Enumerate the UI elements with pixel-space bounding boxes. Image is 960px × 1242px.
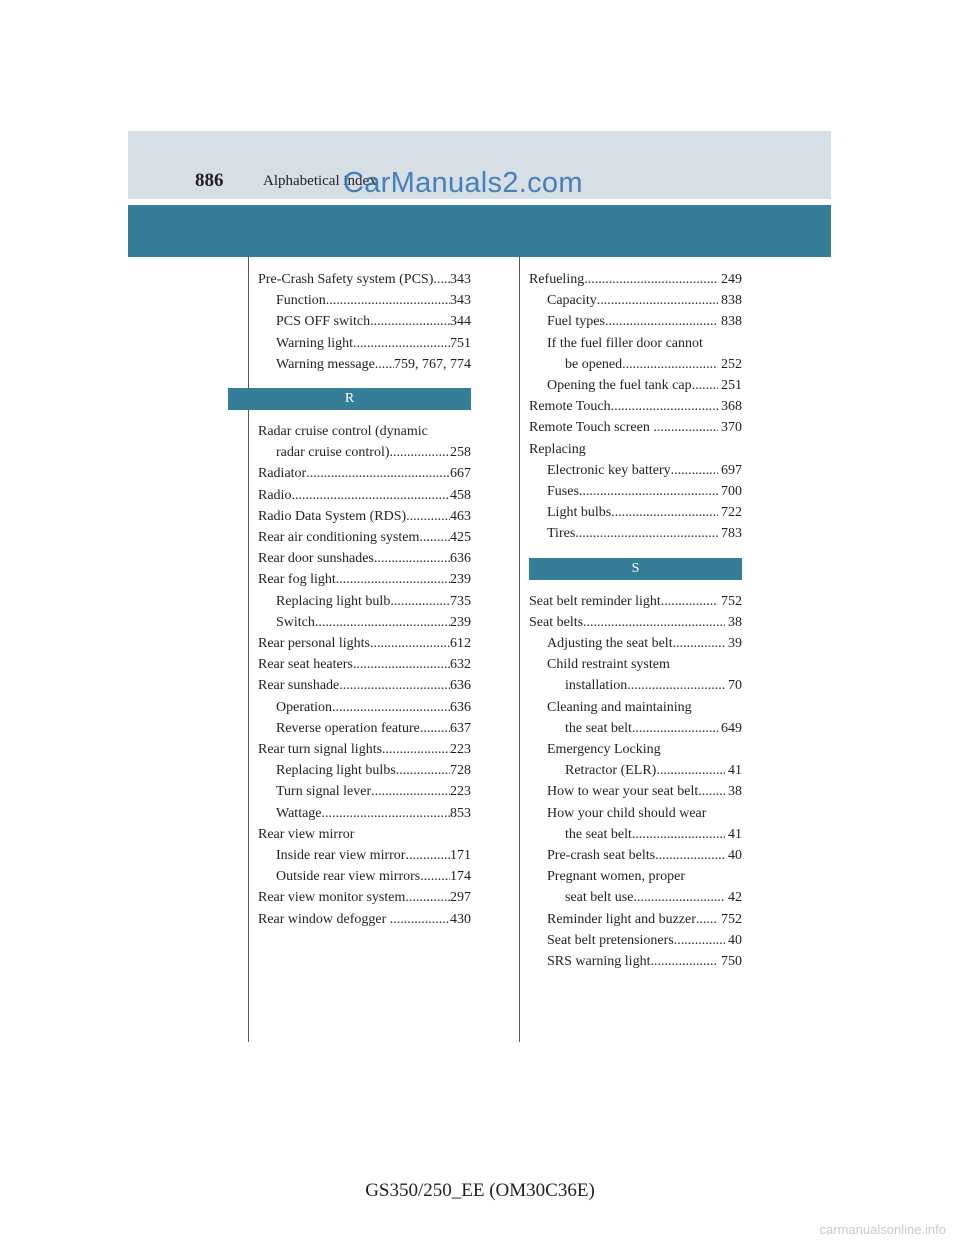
entry-label: Radiator: [258, 466, 307, 482]
index-heading: Rear view mirror: [258, 826, 355, 842]
index-entry: [529, 887, 742, 908]
entry-page: 700: [717, 484, 742, 500]
entry-label: Replacing light bulbs: [276, 763, 396, 779]
dot-leader: [370, 311, 450, 332]
index-entry: [529, 930, 742, 951]
entry-label: Remote Touch: [529, 399, 611, 415]
index-heading: Emergency Locking: [547, 742, 661, 758]
dot-leader: [653, 417, 717, 438]
entry-page: 343: [450, 272, 471, 287]
entry-label: Rear door sunshades: [258, 551, 374, 567]
entry-label: Tires: [547, 526, 576, 542]
dot-leader: [674, 930, 725, 951]
dot-leader: [332, 697, 450, 718]
dot-leader: [420, 866, 450, 887]
dot-leader: [633, 887, 724, 908]
entry-label: Warning light: [276, 335, 354, 351]
site-watermark: carmanualsonline.info: [819, 1222, 946, 1237]
dot-leader: [575, 523, 717, 544]
entry-page: 783: [717, 526, 742, 542]
dot-leader: [627, 675, 724, 696]
dot-leader: [692, 375, 718, 396]
entry-page: 722: [717, 505, 742, 521]
entry-page: 41: [724, 826, 742, 842]
entry-label: Rear personal lights: [258, 636, 370, 652]
entry-page: 239: [450, 572, 471, 588]
index-entry: [258, 333, 471, 354]
index-entry: [258, 718, 471, 739]
index-entry: [258, 354, 471, 375]
entry-label: Reverse operation feature: [276, 720, 420, 736]
dot-leader: [622, 354, 717, 375]
entry-label: Radio: [258, 487, 292, 503]
right-column-rule: [519, 257, 520, 1042]
entry-page: 637: [450, 720, 471, 736]
entry-label: Capacity: [547, 293, 597, 309]
dot-leader: [382, 739, 450, 760]
index-entry: [258, 506, 471, 527]
dot-leader: [696, 909, 718, 930]
entry-page: 223: [450, 784, 471, 800]
entry-label: the seat belt: [565, 826, 632, 842]
entry-label: Rear sunshade: [258, 678, 340, 694]
entry-page: 728: [450, 763, 471, 779]
index-entry: [529, 269, 742, 290]
entry-label: Seat belt reminder light: [529, 593, 661, 609]
dot-leader: [405, 845, 450, 866]
entry-label: Radio Data System (RDS): [258, 508, 407, 524]
index-entry: [258, 633, 471, 654]
entry-label: Fuses: [547, 484, 579, 500]
index-entry: [529, 502, 742, 523]
dot-leader: [671, 460, 718, 481]
index-entry: [529, 909, 742, 930]
dot-leader: [390, 591, 450, 612]
dot-leader: [371, 781, 450, 802]
index-letter-heading: R: [228, 388, 471, 410]
dot-leader: [605, 311, 718, 332]
index-heading: Cleaning and maintaining: [547, 699, 692, 715]
entry-page: 838: [717, 293, 742, 309]
dot-leader: [396, 760, 450, 781]
entry-label: installation: [565, 678, 628, 694]
entry-page: 40: [724, 932, 742, 948]
index-entry: [529, 375, 742, 396]
index-entry: [529, 354, 742, 375]
entry-label: be opened: [565, 356, 623, 372]
entry-label: Light bulbs: [547, 505, 612, 521]
dot-leader: [661, 591, 718, 612]
index-heading: Radar cruise control (dynamic: [258, 424, 428, 440]
entry-page: 297: [450, 890, 471, 906]
entry-page: 38: [724, 784, 742, 800]
dot-leader: [375, 354, 394, 375]
index-entry: [529, 760, 742, 781]
entry-page: 252: [717, 356, 742, 372]
index-entry: [529, 460, 742, 481]
index-entry: [529, 845, 742, 866]
index-entry: [529, 311, 742, 332]
entry-page: 838: [717, 314, 742, 330]
entry-label: Rear fog light: [258, 572, 336, 588]
entry-page: 38: [724, 614, 742, 630]
entry-page: 249: [717, 272, 742, 287]
entry-label: Electronic key battery: [547, 462, 671, 478]
entry-page: 171: [450, 848, 471, 864]
entry-page: 174: [450, 869, 471, 885]
entry-page: 343: [450, 293, 471, 309]
dot-leader: [579, 481, 718, 502]
entry-label: Switch: [276, 614, 315, 630]
index-entry: [529, 612, 742, 633]
entry-page: 667: [450, 466, 471, 482]
entry-label: Refueling: [529, 272, 585, 287]
index-entry: [258, 591, 471, 612]
entry-label: Opening the fuel tank cap: [547, 378, 692, 394]
entry-label: Adjusting the seat belt: [547, 636, 673, 652]
index-entry: [529, 396, 742, 417]
index-entry: [258, 781, 471, 802]
entry-page: 40: [724, 848, 742, 864]
index-entry: [529, 675, 742, 696]
index-entry: [258, 269, 471, 290]
index-entry: [258, 803, 471, 824]
index-entry: [258, 654, 471, 675]
dot-leader: [406, 506, 450, 527]
index-entry: [258, 739, 471, 760]
index-entry: [529, 633, 742, 654]
entry-label: Pre-Crash Safety system (PCS): [258, 272, 434, 287]
entry-page: 368: [717, 399, 742, 415]
entry-page: 759, 767, 774: [394, 356, 471, 372]
entry-label: Outside rear view mirrors: [276, 869, 421, 885]
index-entry: [258, 485, 471, 506]
entry-label: Operation: [276, 699, 332, 715]
entry-page: 636: [450, 551, 471, 567]
dot-leader: [673, 633, 725, 654]
index-entry: [258, 442, 471, 463]
entry-page: 636: [450, 678, 471, 694]
dot-leader: [353, 333, 450, 354]
dot-leader: [583, 612, 724, 633]
entry-label: Seat belts: [529, 614, 584, 630]
index-entry: [258, 675, 471, 696]
entry-page: 370: [717, 420, 742, 436]
entry-label: Rear view monitor system: [258, 890, 406, 906]
index-entry: [529, 290, 742, 311]
dot-leader: [632, 718, 718, 739]
entry-label: Rear turn signal lights: [258, 742, 383, 758]
entry-label: Wattage: [276, 805, 322, 821]
entry-page: 752: [717, 911, 742, 927]
section-title: Alphabetical index: [263, 173, 377, 189]
entry-label: the seat belt: [565, 720, 632, 736]
index-column-right: [529, 269, 742, 972]
entry-label: Remote Touch screen: [529, 420, 654, 436]
index-letter-heading: S: [529, 558, 742, 580]
dot-leader: [306, 463, 450, 484]
left-column-rule: [248, 257, 249, 1042]
dot-leader: [650, 951, 717, 972]
dot-leader: [390, 442, 451, 463]
entry-page: 39: [724, 636, 742, 652]
dot-leader: [611, 396, 718, 417]
entry-label: Rear air conditioning system: [258, 530, 420, 546]
entry-label: Retractor (ELR): [565, 763, 657, 779]
watermark-logo: CarManuals2.com: [343, 167, 583, 199]
entry-page: 697: [717, 462, 742, 478]
entry-page: 42: [724, 890, 742, 906]
entry-page: 853: [450, 805, 471, 821]
index-entry: [529, 417, 742, 438]
entry-label: Fuel types: [547, 314, 605, 330]
index-entry: [529, 481, 742, 502]
entry-label: Seat belt pretensioners: [547, 932, 674, 948]
dot-leader: [315, 612, 450, 633]
index-column-left: [258, 269, 471, 930]
header-bar: [128, 205, 831, 257]
dot-leader: [374, 548, 450, 569]
dot-leader: [370, 633, 450, 654]
dot-leader: [291, 485, 450, 506]
entry-page: 751: [450, 335, 471, 351]
entry-label: Replacing light bulb: [276, 593, 391, 609]
dot-leader: [420, 718, 450, 739]
entry-label: PCS OFF switch: [276, 314, 371, 330]
dot-leader: [419, 527, 450, 548]
entry-page: 223: [450, 742, 471, 758]
entry-page: 239: [450, 614, 471, 630]
index-entry: [258, 760, 471, 781]
entry-label: seat belt use: [565, 890, 634, 906]
index-heading: Child restraint system: [547, 657, 670, 673]
entry-page: 258: [450, 445, 471, 461]
entry-page: 750: [717, 954, 742, 970]
dot-leader: [632, 824, 725, 845]
dot-leader: [698, 781, 724, 802]
dot-leader: [405, 887, 450, 908]
page-number: 886: [195, 170, 224, 191]
entry-label: Rear window defogger: [258, 911, 390, 927]
dot-leader: [336, 569, 450, 590]
index-heading: Replacing: [529, 441, 586, 457]
dot-leader: [390, 909, 450, 930]
entry-page: 344: [450, 314, 471, 330]
index-entry: [258, 909, 471, 930]
entry-label: Pre-crash seat belts: [547, 848, 656, 864]
index-entry: [258, 845, 471, 866]
dot-leader: [433, 269, 450, 290]
entry-label: radar cruise control): [276, 445, 390, 461]
dot-leader: [326, 290, 450, 311]
entry-label: Reminder light and buzzer: [547, 911, 696, 927]
index-entry: [258, 290, 471, 311]
dot-leader: [597, 290, 718, 311]
entry-page: 752: [717, 593, 742, 609]
dot-leader: [339, 675, 450, 696]
index-entry: [258, 463, 471, 484]
index-entry: [258, 548, 471, 569]
dot-leader: [655, 845, 724, 866]
index-entry: [258, 569, 471, 590]
entry-page: 458: [450, 487, 471, 503]
index-entry: [529, 718, 742, 739]
entry-page: 41: [724, 763, 742, 779]
model-code: GS350/250_EE (OM30C36E): [365, 1180, 595, 1201]
entry-label: Inside rear view mirror: [276, 848, 406, 864]
entry-page: 251: [717, 378, 742, 394]
index-entry: [529, 824, 742, 845]
index-entry: [529, 591, 742, 612]
index-heading: Pregnant women, proper: [547, 869, 686, 885]
dot-leader: [322, 803, 450, 824]
dot-leader: [611, 502, 717, 523]
dot-leader: [656, 760, 724, 781]
index-entry: [258, 697, 471, 718]
entry-label: Warning message: [276, 356, 375, 372]
entry-page: 636: [450, 699, 471, 715]
entry-page: 463: [450, 508, 471, 524]
index-heading: How your child should wear: [547, 805, 707, 821]
index-entry: [258, 612, 471, 633]
index-entry: [258, 311, 471, 332]
entry-page: 612: [450, 636, 471, 652]
entry-label: Function: [276, 293, 326, 309]
entry-page: 70: [724, 678, 742, 694]
entry-page: 430: [450, 911, 471, 927]
entry-label: Turn signal lever: [276, 784, 372, 800]
entry-page: 632: [450, 657, 471, 673]
index-entry: [258, 866, 471, 887]
dot-leader: [584, 269, 717, 290]
entry-label: How to wear your seat belt: [547, 784, 699, 800]
index-entry: [529, 781, 742, 802]
index-entry: [258, 527, 471, 548]
index-entry: [529, 951, 742, 972]
entry-label: SRS warning light: [547, 954, 651, 970]
entry-page: 649: [717, 720, 742, 736]
index-heading: If the fuel filler door cannot: [547, 335, 703, 351]
entry-page: 425: [450, 530, 471, 546]
entry-page: 735: [450, 593, 471, 609]
index-entry: [529, 523, 742, 544]
dot-leader: [353, 654, 450, 675]
index-entry: [258, 887, 471, 908]
entry-label: Rear seat heaters: [258, 657, 353, 673]
